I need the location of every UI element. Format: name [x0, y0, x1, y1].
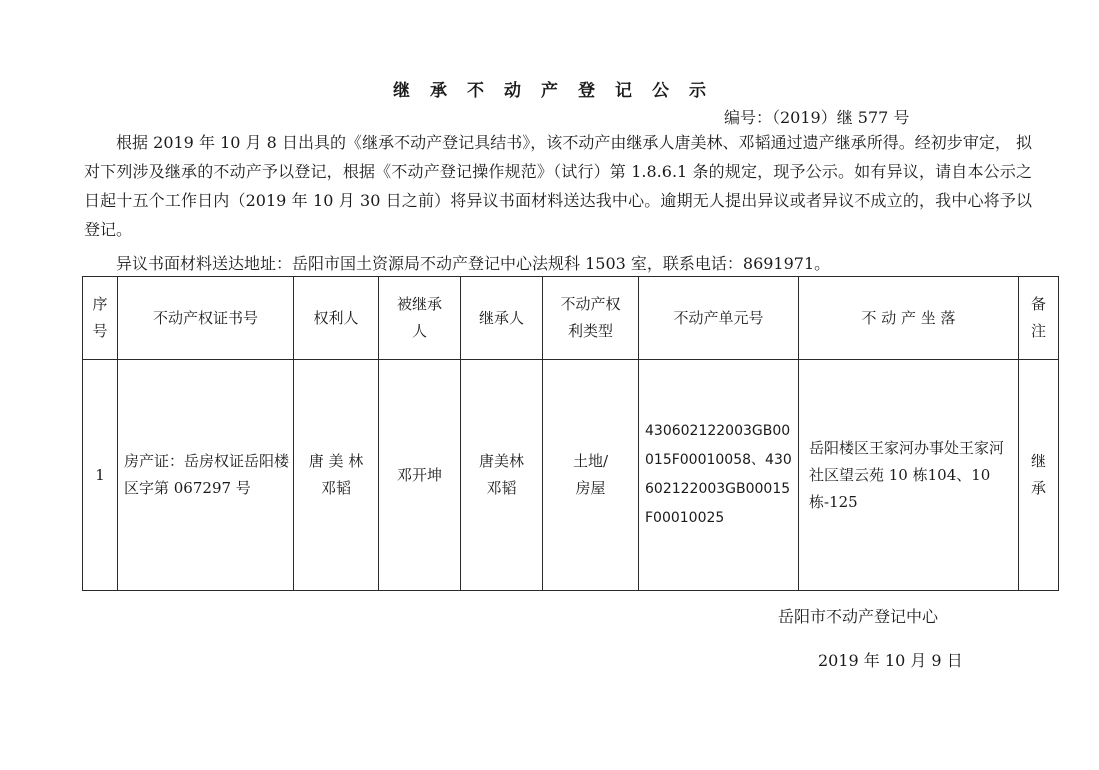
owner-name-2: 邓韬 [320, 479, 351, 497]
notice-title: 继承不动产登记公示 [393, 81, 726, 101]
right-type-2: 房屋 [575, 479, 606, 497]
header-heir: 继承人 [461, 277, 543, 360]
header-cert: 不动产权证书号 [118, 277, 294, 360]
cell-seq: 1 [83, 360, 118, 591]
header-remark: 备注 [1019, 277, 1059, 360]
objection-address: 异议书面材料送达地址：岳阳市国土资源局不动产登记中心法规科 1503 室，联系电话：8691971。 [116, 254, 831, 273]
registration-table [82, 276, 1059, 591]
header-right-type: 不动产权利类型 [543, 277, 639, 360]
header-owner: 权利人 [294, 277, 379, 360]
document-number: 编号：（2019）继 577 号 [724, 108, 910, 127]
cell-right-type [543, 360, 639, 591]
heir-name-1: 唐美林 [478, 452, 524, 470]
owner-name-1: 唐 美 林 [308, 452, 364, 470]
header-unit-no: 不动产单元号 [639, 277, 799, 360]
issue-date: 2019 年 10 月 9 日 [818, 651, 963, 670]
notice-paragraph: 根据 2019 年 10 月 8 日出具的《继承不动产登记具结书》，该不动产由继承人唐美林、邓韬通过遗产继承所得。经初步审定， 拟对下列涉及继承的不动产予以登记，根据《不动产登记操作规范》（试行）第 1.8.6.1 条的规定，现予公示。如有异议，请自本公示之日起十五个工作日内（2019 年 10 月 30 日之前）将异议书面材料送达我中心。逾期无人提出异议或者异议不成立的，我中心将予以登记。 [84, 133, 1032, 239]
cell-location: 岳阳楼区王家河办事处王家河社区望云苑 10 栋104、10 栋-125 [799, 360, 1019, 591]
right-type-1: 土地/ [572, 452, 609, 470]
table-row [83, 360, 1059, 591]
cell-unit-no: 430602122003GB00015F00010058、430602122003GB00015F00010025 [639, 360, 799, 591]
heir-name-2: 邓韬 [486, 479, 517, 497]
cell-remark: 继承 [1019, 360, 1059, 591]
table-header-row [83, 277, 1059, 360]
cell-deceased: 邓开坤 [379, 360, 461, 591]
cell-owner [294, 360, 379, 591]
header-deceased: 被继承人 [379, 277, 461, 360]
issuing-organization: 岳阳市不动产登记中心 [778, 607, 939, 626]
cell-cert: 房产证：岳房权证岳阳楼区字第 067297 号 [118, 360, 294, 591]
header-location: 不 动 产 坐 落 [799, 277, 1019, 360]
header-seq: 序号 [83, 277, 118, 360]
cell-heir [461, 360, 543, 591]
